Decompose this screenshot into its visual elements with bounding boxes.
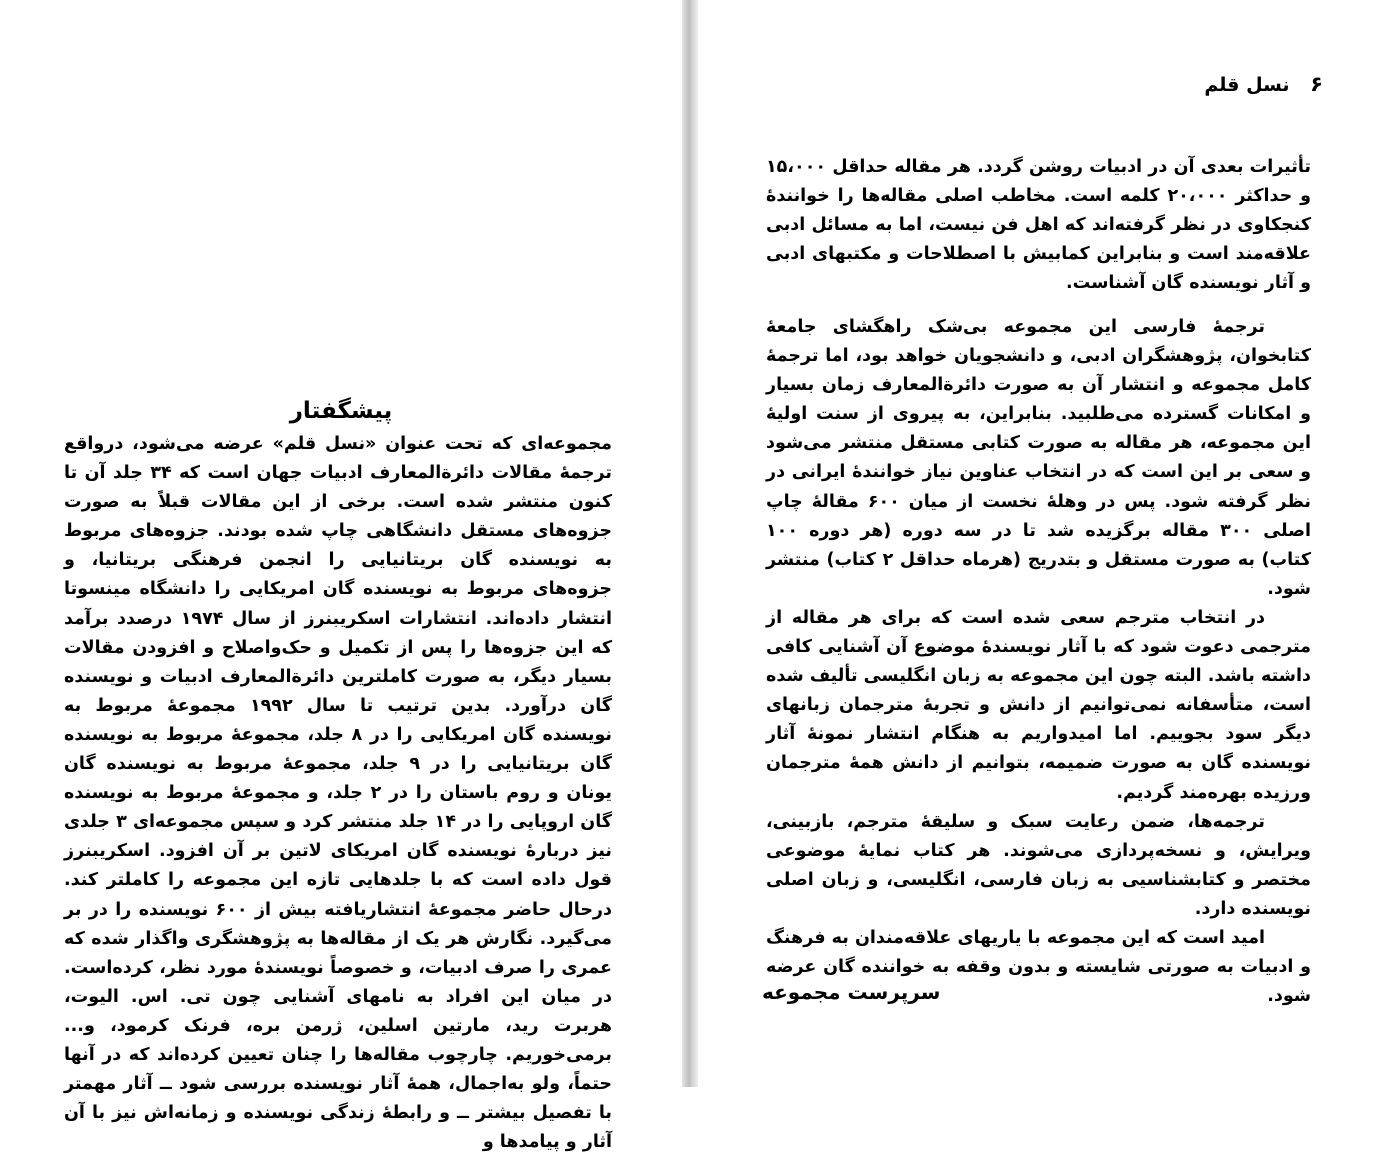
continued-paragraph (766, 153, 1311, 298)
preface-paragraph: مجموعه‌ای که تحت عنوان «نسل قلم» عرضه می‌شود، درواقع ترجمهٔ مقالات دائرةالمعارف ادبیات جهان است که ۳۴ جلد آن تا کنون منتشر شده است. برخی از این مقالات قبلاً به صورت جزوه‌های مستقل دانشگاهی چاپ شده بودند. جزوه‌های مربوط به نویسنده گان بریتانیایی را انجمن فرهنگی بریتانیا، و جزوه‌های مربوط به نویسنده گان امریکایی را دانشگاه مینسوتا انتشار داده‌اند. انتشارات اسکریبنرز از سال ۱۹۷۴ درصدد برآمد که این جزوه‌ها را پس از تکمیل و حک‌واصلاح و افزودن مقالات بسیار دیگر، به صورت کاملترین دائرةالمعارف ادبیات و نویسنده گان درآورد. بدین ترتیب تا سال ۱۹۹۲ مجموعهٔ مربوط به نویسنده گان امریکایی را در ۸ جلد، مجموعهٔ مربوط به نویسنده گان بریتانیایی را در ۹ جلد، مجموعهٔ مربوط به نویسنده گان یونان و روم باستان را در ۲ جلد، و مجموعهٔ مربوط به نویسنده گان اروپایی را در ۱۴ جلد منتشر کرد و سپس مجموعه‌ای ۳ جلدی نیز دربارهٔ نویسنده گان امریکای لاتین بر آن افزود. اسکریبنرز قول داده است که با جلدهایی تازه این مجموعه را کاملتر کند. درحال حاضر مجموعهٔ انتشاریافته بیش از ۶۰۰ نویسنده را در بر می‌گیرد. نگارش هر یک از مقاله‌ها به پژوهشگری واگذار شده که عمری را صرف ادبیات، و خصوصاً نویسندهٔ مورد نظر، کرده‌است. در میان این افراد به نامهای آشنایی چون تی. اس. الیوت، هربرت رید، مارتین اسلین، ژرمن بره، فرنک کرمود، و... برمی‌خوریم. چارچوب مقاله‌ها را چنان تعیین کرده‌اند که در آنها حتماً، ولو به‌اجمال، همهٔ آثار نویسنده بررسی شود ــ آثار مهمتر با تفصیل بیشتر ــ و رابطهٔ زندگی نویسنده و زمانه‌اش نیز با آن آثار و پیامدها و (64, 434, 613, 1153)
preface-title: پیشگفتار (289, 398, 393, 424)
right-body (766, 313, 1311, 1011)
paragraph-5: امید است که این مجموعه با یاریهای علاقه‌مندان به فرهنگ و ادبیات به صورتی شایسته و بدون وقفه به خواننده گان عرضه شود. (766, 927, 1311, 1007)
paragraph-4: ترجمه‌ها، ضمن رعایت سبک و سلیقهٔ مترجم، بازبینی، ویرایش، و نسخه‌پردازی می‌شوند. هر کتاب نمایهٔ موضوعی مختصر و کتابشناسیی به زبان فارسی، انگلیسی، و زبان اصلی نویسنده دارد. (766, 811, 1311, 919)
paragraph-3: در انتخاب مترجم سعی شده است که برای هر مقاله از مترجمی دعوت شود که با آثار نویسندهٔ موضوع آن آشنایی کافی داشته باشد. البته چون این مجموعه به زبان انگلیسی تألیف شده است، متأسفانه نمی‌توانیم از دانش و تجربهٔ مترجمان زبانهای دیگر سود بجوییم. اما امیدواریم به هنگام انتشار نمونهٔ آثار نویسنده گان به صورت ضمیمه، بتوانیم از دانش همهٔ مترجمان ورزیده بهره‌مند گردیم. (766, 607, 1311, 803)
running-head (1204, 72, 1323, 96)
page-number: ۶ (1310, 72, 1323, 96)
right-page (698, 0, 1381, 1087)
preface-body (64, 430, 612, 1157)
running-title: نسل قلم (1204, 74, 1290, 96)
book-gutter (682, 0, 698, 1087)
signature: سرپرست مجموعه (762, 980, 941, 1004)
left-page (0, 0, 682, 1153)
paragraph-2: ترجمهٔ فارسی این مجموعه بی‌شک راهگشای جامعهٔ کتابخوان، پژوهشگران ادبی، و دانشجویان خواهد بود، اما ترجمهٔ کامل مجموعه و انتشار آن به صورت دائرةالمعارف زمان بسیار و امکانات گسترده می‌طلبید. بنابراین، به پیروی از سنت اولیهٔ این مجموعه، هر مقاله به صورت کتابی مستقل منتشر می‌شود و سعی بر این است که در انتخاب عناوین نیاز خوانندهٔ ایرانی در نظر گرفته شود. پس در وهلهٔ نخست از میان ۶۰۰ مقالهٔ چاپ اصلی ۳۰۰ مقاله برگزیده شد تا در سه دوره (هر دوره ۱۰۰ کتاب) به صورت مستقل و بتدریج (هرماه حداقل ۲ کتاب) منتشر شود. (766, 317, 1311, 599)
paragraph-1: تأثیرات بعدی آن در ادبیات روشن گردد. هر مقاله حداقل ۱۵،۰۰۰ و حداکثر ۲۰،۰۰۰ کلمه است. مخاطب اصلی مقاله‌ها را خوانندهٔ کنجکاوی در نظر گرفته‌اند که اهل فن نیست، اما به مسائل ادبی علاقه‌مند است و بنابراین کمابیش با اصطلاحات و مکتبهای ادبی و آثار نویسنده گان آشناست. (766, 157, 1311, 294)
